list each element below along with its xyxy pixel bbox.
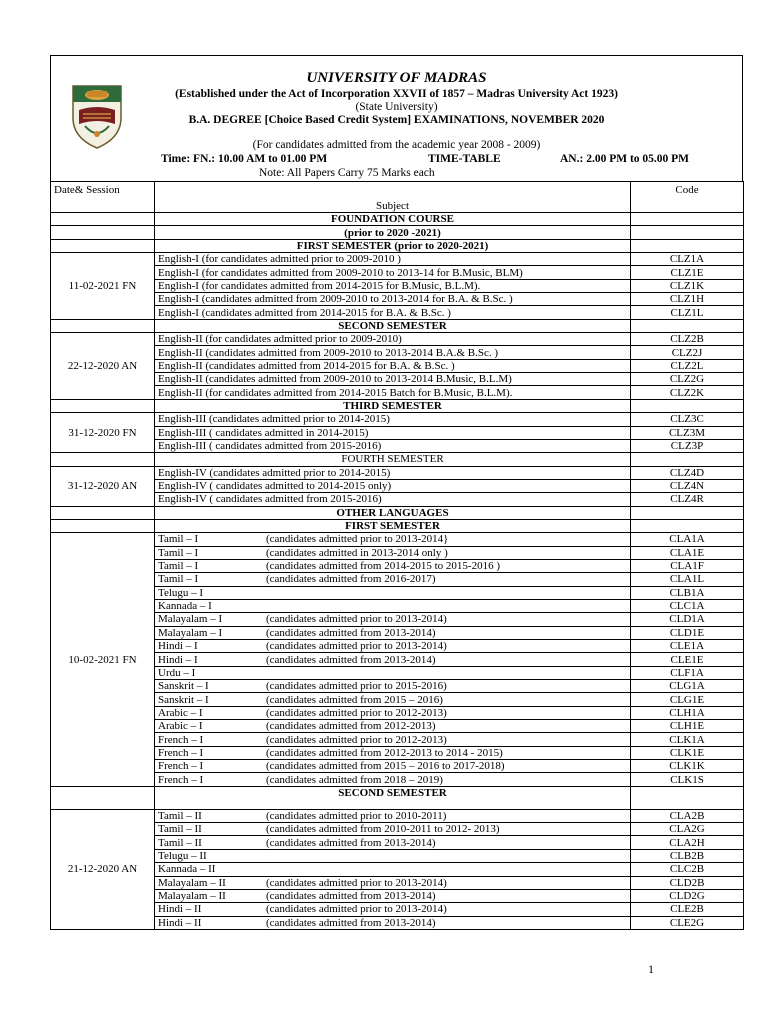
date-session-cell: 21-12-2020 AN [51, 809, 155, 929]
empty-date-cell [51, 519, 155, 532]
exam-timetable [50, 181, 744, 930]
subject-cell [155, 823, 631, 836]
date-session-cell: 22-12-2020 AN [51, 333, 155, 400]
section-row [51, 506, 744, 519]
table-row [51, 746, 744, 759]
subject-eligibility: (candidates admitted from 2015 – 2016) [266, 693, 443, 706]
subject-code-cell: CLZ2L [631, 359, 744, 372]
empty-code-cell [631, 399, 744, 412]
empty-date-cell [51, 399, 155, 412]
subject-cell [155, 876, 631, 889]
subject-name: Tamil – I [158, 560, 199, 573]
subject-code-cell: CLH1A [631, 706, 744, 719]
subject-cell [155, 653, 631, 666]
table-row [51, 720, 744, 733]
subject-eligibility: (candidates admitted from 2016-2017) [266, 573, 436, 586]
subject-cell [155, 559, 631, 572]
subject-name: Urdu – I [158, 666, 196, 679]
section-heading: FIRST SEMESTER (prior to 2020-2021) [155, 239, 631, 252]
subject-name: Hindi – I [158, 653, 198, 666]
subject-eligibility: (candidates admitted from 2013-2014) [266, 836, 436, 849]
subject-name: Malayalam – I [158, 613, 223, 626]
subject-code-cell: CLE2G [631, 916, 744, 929]
subject-name: Telugu – II [158, 849, 207, 862]
subject-name: French – I [158, 746, 204, 759]
subject-eligibility: (candidates admitted from 2013-2014) [266, 890, 436, 903]
subject-eligibility: (candidates admitted from 2013-2014) [266, 916, 436, 929]
subject-eligibility: (candidates admitted from 2012-2013 to 2014 - 2015) [266, 746, 503, 759]
subject-eligibility: (candidates admitted prior to 2013-2014) [266, 640, 447, 653]
degree-suffix: ] EXAMINATIONS, [407, 114, 511, 126]
subject-cell [155, 916, 631, 929]
table-row [51, 626, 744, 639]
subject-name: Tamil – II [158, 836, 202, 849]
subject-code-cell: CLC1A [631, 599, 744, 612]
establishment-line: (Established under the Act of Incorporation XXVII of 1857 – Madras University Act 1923) [175, 88, 618, 100]
time-fn: Time: FN.: 10.00 AM to 01.00 PM [161, 153, 328, 165]
time-an: AN.: 2.00 PM to 05.00 PM [560, 153, 690, 165]
subject-cell: English-III (candidates admitted prior to 2014-2015) [155, 413, 631, 426]
subject-cell [155, 746, 631, 759]
subject-code-cell: CLA1A [631, 533, 744, 546]
subject-eligibility: (candidates admitted prior to 2013-2014} [266, 533, 449, 546]
subject-name: Kannada – I [158, 600, 212, 613]
subject-name: Tamil – II [158, 823, 202, 836]
empty-code-cell [631, 453, 744, 466]
table-row [51, 836, 744, 849]
subject-cell [155, 720, 631, 733]
subject-code-cell: CLK1E [631, 746, 744, 759]
subject-cell: English-II (for candidates admitted prior to 2009-2010) [155, 333, 631, 346]
subject-cell [155, 733, 631, 746]
subject-code-cell: CLZ3C [631, 413, 744, 426]
date-session-header: Date& Session [51, 182, 155, 213]
subject-cell [155, 773, 631, 786]
code-header: Code [631, 182, 744, 213]
subject-cell: English-III ( candidates admitted from 2015-2016) [155, 439, 631, 452]
subject-code-cell: CLZ2G [631, 373, 744, 386]
subject-name: Tamil – I [158, 546, 199, 559]
subject-cell: English-I (for candidates admitted from 2014-2015 for B.Music, B.L.M). [155, 279, 631, 292]
subject-eligibility: (candidates admitted prior to 2015-2016) [266, 680, 447, 693]
subject-code-cell: CLC2B [631, 863, 744, 876]
subject-name: Tamil – II [158, 809, 202, 822]
table-row [51, 889, 744, 902]
degree-cbcs: Choice Based Credit System [268, 114, 408, 126]
subject-code-cell: CLF1A [631, 666, 744, 679]
subject-name: Sanskrit – I [158, 693, 209, 706]
date-session-cell: 31-12-2020 AN [51, 466, 155, 506]
table-row [51, 706, 744, 719]
section-row [51, 519, 744, 532]
section-row [51, 453, 744, 466]
subject-code-cell: CLZ3M [631, 426, 744, 439]
table-row [51, 863, 744, 876]
subject-header: Subject [155, 182, 631, 213]
subject-name: Hindi – II [158, 916, 202, 929]
table-row [51, 386, 744, 399]
table-row [51, 599, 744, 612]
date-session-cell: 11-02-2021 FN [51, 253, 155, 320]
section-heading: THIRD SEMESTER [155, 399, 631, 412]
subject-cell [155, 626, 631, 639]
section-heading: FOURTH SEMESTER [155, 453, 631, 466]
subject-code-cell: CLA2H [631, 836, 744, 849]
subject-eligibility: (candidates admitted from 2018 – 2019) [266, 773, 443, 786]
table-row [51, 279, 744, 292]
table-header-row [51, 182, 744, 213]
subject-cell [155, 836, 631, 849]
section-heading: OTHER LANGUAGES [155, 506, 631, 519]
university-name: UNIVERSITY OF MADRAS [306, 70, 487, 86]
subject-code-cell: CLK1K [631, 760, 744, 773]
subject-code-cell: CLD2G [631, 889, 744, 902]
table-row [51, 306, 744, 319]
subject-name: Hindi – II [158, 903, 202, 916]
table-row [51, 760, 744, 773]
subject-code-cell: CLA1L [631, 573, 744, 586]
empty-code-cell [631, 519, 744, 532]
table-row [51, 253, 744, 266]
empty-code-cell [631, 319, 744, 332]
subject-code-cell: CLZ1L [631, 306, 744, 319]
subject-cell: English-IV ( candidates admitted from 2015-2016) [155, 493, 631, 506]
subject-eligibility: (candidates admitted prior to 2013-2014) [266, 876, 447, 889]
subject-code-cell: CLZ4D [631, 466, 744, 479]
subject-name: Hindi – I [158, 640, 198, 653]
empty-date-cell [51, 786, 155, 809]
table-row [51, 773, 744, 786]
table-row [51, 876, 744, 889]
subject-cell: English-IV (candidates admitted prior to 2014-2015) [155, 466, 631, 479]
table-row [51, 809, 744, 822]
subject-code-cell: CLA2B [631, 809, 744, 822]
subject-code-cell: CLZ1H [631, 293, 744, 306]
subject-name: French – I [158, 733, 204, 746]
subject-cell [155, 666, 631, 679]
section-row [51, 213, 744, 226]
subject-cell [155, 903, 631, 916]
subject-cell [155, 586, 631, 599]
empty-code-cell [631, 239, 744, 252]
section-heading: SECOND SEMESTER [155, 319, 631, 332]
subject-code-cell: CLB1A [631, 586, 744, 599]
subject-code-cell: CLA1E [631, 546, 744, 559]
section-row [51, 226, 744, 239]
degree-month: NOVEMBER 2020 [510, 114, 605, 126]
subject-code-cell: CLZ1E [631, 266, 744, 279]
subject-cell: English-I (candidates admitted from 2014-2015 for B.A. & B.Sc. ) [155, 306, 631, 319]
subject-code-cell: CLD1E [631, 626, 744, 639]
degree-prefix: B.A. DEGREE [ [188, 114, 269, 126]
subject-name: Malayalam – I [158, 626, 223, 639]
subject-code-cell: CLD2B [631, 876, 744, 889]
subject-eligibility: (candidates admitted from 2013-2014) [266, 626, 436, 639]
section-row [51, 239, 744, 252]
subject-code-cell: CLA1F [631, 559, 744, 572]
empty-date-cell [51, 453, 155, 466]
subject-cell [155, 863, 631, 876]
subject-name: Malayalam – II [158, 890, 226, 903]
subject-eligibility: (candidates admitted from 2012-2013) [266, 720, 436, 733]
table-row [51, 733, 744, 746]
subject-cell: English-II (candidates admitted from 2009-2010 to 2013-2014 B.A.& B.Sc. ) [155, 346, 631, 359]
timetable-label: TIME-TABLE [428, 153, 501, 165]
subject-cell [155, 613, 631, 626]
subject-eligibility: (candidates admitted prior to 2012-2013) [266, 706, 447, 719]
subject-cell [155, 706, 631, 719]
subject-eligibility: (candidates admitted prior to 2013-2014) [266, 613, 447, 626]
subject-eligibility: (candidates admitted from 2010-2011 to 2012- 2013) [266, 823, 500, 836]
table-row [51, 439, 744, 452]
subject-cell [155, 849, 631, 862]
table-row [51, 823, 744, 836]
table-row [51, 426, 744, 439]
subject-code-cell: CLB2B [631, 849, 744, 862]
table-row [51, 680, 744, 693]
empty-code-cell [631, 213, 744, 226]
subject-eligibility: (candidates admitted from 2013-2014) [266, 653, 436, 666]
empty-date-cell [51, 506, 155, 519]
subject-name: Telugu – I [158, 586, 204, 599]
table-row [51, 413, 744, 426]
subject-cell: English-II (candidates admitted from 2009-2010 to 2013-2014 B.Music, B.L.M) [155, 373, 631, 386]
subject-name: Arabic – I [158, 720, 203, 733]
table-row [51, 293, 744, 306]
subject-code-cell: CLE1A [631, 640, 744, 653]
subject-cell: English-II (candidates admitted from 2014-2015 for B.A. & B.Sc. ) [155, 359, 631, 372]
table-row [51, 586, 744, 599]
table-row [51, 640, 744, 653]
table-row [51, 493, 744, 506]
admitted-line: (For candidates admitted from the academic year 2008 - 2009) [252, 139, 541, 151]
subject-name: French – I [158, 760, 204, 773]
table-row [51, 693, 744, 706]
subject-name: Malayalam – II [158, 876, 226, 889]
empty-code-cell [631, 226, 744, 239]
table-row [51, 359, 744, 372]
table-row [51, 559, 744, 572]
degree-line [51, 114, 742, 126]
empty-date-cell [51, 226, 155, 239]
section-heading: SECOND SEMESTER [155, 786, 631, 809]
subject-cell: English-III ( candidates admitted in 2014-2015) [155, 426, 631, 439]
table-row [51, 479, 744, 492]
table-row [51, 613, 744, 626]
table-row [51, 466, 744, 479]
empty-date-cell [51, 213, 155, 226]
section-row [51, 399, 744, 412]
subject-cell [155, 640, 631, 653]
subject-code-cell: CLZ2B [631, 333, 744, 346]
table-row [51, 573, 744, 586]
subject-eligibility: (candidates admitted prior to 2013-2014) [266, 903, 447, 916]
empty-date-cell [51, 319, 155, 332]
subject-cell [155, 546, 631, 559]
subject-cell [155, 760, 631, 773]
subject-code-cell: CLZ1K [631, 279, 744, 292]
subject-eligibility: (candidates admitted from 2014-2015 to 2015-2016 ) [266, 560, 501, 573]
marks-note: Note: All Papers Carry 75 Marks each [259, 167, 435, 179]
empty-date-cell [51, 239, 155, 252]
section-heading: FIRST SEMESTER [155, 519, 631, 532]
subject-name: Sanskrit – I [158, 680, 209, 693]
empty-code-cell [631, 786, 744, 809]
table-row [51, 346, 744, 359]
subject-code-cell: CLE2B [631, 903, 744, 916]
section-row [51, 319, 744, 332]
subject-code-cell: CLZ4N [631, 479, 744, 492]
subject-code-cell: CLZ4R [631, 493, 744, 506]
subject-cell: English-II (for candidates admitted from 2014-2015 Batch for B.Music, B.L.M). [155, 386, 631, 399]
table-row [51, 266, 744, 279]
section-heading: FOUNDATION COURSE [155, 213, 631, 226]
table-row [51, 849, 744, 862]
subject-code-cell: CLE1E [631, 653, 744, 666]
section-heading: (prior to 2020 -2021) [155, 226, 631, 239]
subject-cell: English-I (candidates admitted from 2009-2010 to 2013-2014 for B.A. & B.Sc. ) [155, 293, 631, 306]
subject-name: French – I [158, 773, 204, 786]
empty-code-cell [631, 506, 744, 519]
table-row [51, 666, 744, 679]
subject-code-cell: CLD1A [631, 613, 744, 626]
state-university-line: (State University) [355, 101, 438, 113]
table-row [51, 533, 744, 546]
subject-cell [155, 533, 631, 546]
subject-cell: English-I (for candidates admitted from 2009-2010 to 2013-14 for B.Music, BLM) [155, 266, 631, 279]
table-row [51, 916, 744, 929]
subject-name: Tamil – I [158, 533, 199, 546]
subject-eligibility: (candidates admitted from 2015 – 2016 to 2017-2018) [266, 760, 505, 773]
subject-name: Kannada – II [158, 863, 216, 876]
subject-eligibility: (candidates admitted prior to 2012-2013) [266, 733, 447, 746]
subject-code-cell: CLZ2K [631, 386, 744, 399]
subject-cell: English-I (for candidates admitted prior to 2009-2010 ) [155, 253, 631, 266]
timetable-page [50, 55, 743, 930]
date-session-cell: 31-12-2020 FN [51, 413, 155, 453]
subject-name: Tamil – I [158, 573, 199, 586]
subject-name: Arabic – I [158, 706, 203, 719]
table-row [51, 373, 744, 386]
subject-code-cell: CLG1E [631, 693, 744, 706]
document-header [50, 55, 743, 181]
subject-cell [155, 573, 631, 586]
subject-code-cell: CLA2G [631, 823, 744, 836]
table-row [51, 333, 744, 346]
subject-code-cell: CLK1A [631, 733, 744, 746]
subject-cell [155, 680, 631, 693]
subject-code-cell: CLK1S [631, 773, 744, 786]
table-row [51, 653, 744, 666]
subject-cell [155, 889, 631, 902]
subject-eligibility: (candidates admitted prior to 2010-2011) [266, 809, 447, 822]
page-number: 1 [648, 962, 654, 976]
table-row [51, 546, 744, 559]
subject-cell: English-IV ( candidates admitted to 2014-2015 only) [155, 479, 631, 492]
table-row [51, 903, 744, 916]
subject-code-cell: CLZ1A [631, 253, 744, 266]
section-row [51, 786, 744, 809]
subject-code-cell: CLZ2J [631, 346, 744, 359]
subject-cell [155, 599, 631, 612]
date-session-cell: 10-02-2021 FN [51, 533, 155, 787]
subject-cell [155, 809, 631, 822]
subject-code-cell: CLG1A [631, 680, 744, 693]
subject-cell [155, 693, 631, 706]
subject-eligibility: (candidates admitted in 2013-2014 only ) [266, 546, 448, 559]
subject-code-cell: CLH1E [631, 720, 744, 733]
subject-code-cell: CLZ3P [631, 439, 744, 452]
